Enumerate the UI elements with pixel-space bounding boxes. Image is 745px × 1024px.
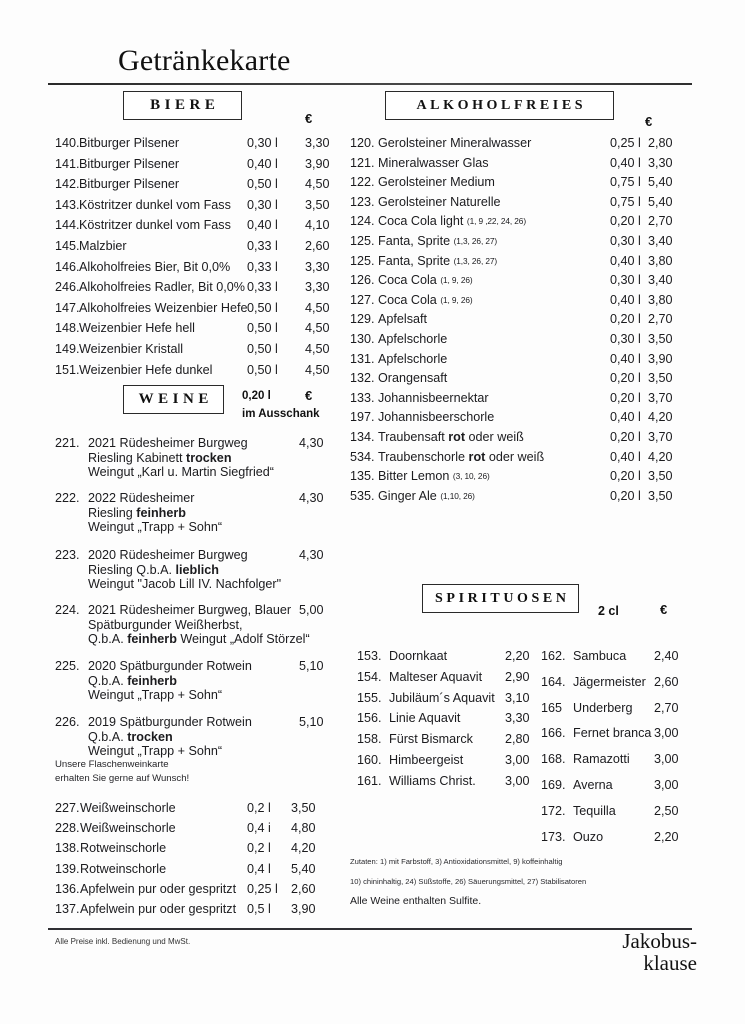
wine-item-number: 224. [55,603,80,617]
spritzer-item-number: 137. [55,902,80,916]
spirit-item-number: 158. [357,732,382,747]
spritzer-item-price: 3,50 [291,801,316,815]
nonalcoholic-item-volume: 0,75 l [610,175,641,190]
nonalcoholic-item-name: Coca Cola (1, 9, 26) [378,273,473,288]
ingredient-reference: (1, 9, 26) [440,275,473,286]
wine-item-line3: Q.b.A. feinherb Weingut „Adolf Störzel“ [88,632,310,647]
spirit-item-price: 2,40 [654,649,679,663]
beer-item-price: 4,50 [305,321,330,336]
beer-item-volume: 0,40 l [247,156,278,171]
spirit-item-name: Malteser Aquavit [389,669,483,684]
nonalcoholic-item-volume: 0,20 l [610,312,641,327]
nonalcoholic-item-volume: 0,75 l [610,194,641,209]
nonalcoholic-item-volume: 0,40 l [610,155,641,170]
spritzer-item-volume: 0,2 l [247,801,271,815]
spirit-item-name: Linie Aquavit [389,711,461,726]
spritzer-item-volume: 0,4 l [247,861,271,876]
wines-serving-header: im Ausschank [242,408,320,420]
nonalcoholic-item-number: 197. [350,410,375,425]
nonalcoholic-item-name: Orangensaft [378,371,448,386]
beer-item-volume: 0,50 l [247,362,278,377]
nonalcoholic-item-number: 535. [350,488,375,503]
nonalcoholic-item-price: 4,20 [648,410,673,425]
beer-item-name: Bitburger Pilsener [79,136,180,150]
spritzer-item-number: 228. [55,821,80,836]
spritzer-item-price: 5,40 [291,861,316,876]
beer-item-name: Weizenbier Hefe hell [79,321,195,336]
spirit-item-price: 3,00 [654,752,679,767]
nonalcoholic-item-name: Fanta, Sprite (1,3, 26, 27) [378,234,498,248]
beer-item-price: 3,50 [305,197,330,212]
nonalcoholic-item-name: Coca Cola (1, 9, 26) [378,292,473,307]
wine-item-price: 5,10 [299,659,324,673]
wine-item-line1: 2020 Rüdesheimer Burgweg [88,548,248,562]
wines-volume-header: 0,20 l [242,390,271,402]
section-header-nonalcoholic [385,91,614,120]
spirit-item-price: 3,30 [505,711,530,726]
wine-item-line3: Weingut "Jacob Lill IV. Nachfolger" [88,577,282,592]
spritzer-item-volume: 0,4 i [247,821,271,836]
beer-item-name: Alkoholfreies Bier, Bit 0,0% [79,259,231,274]
nonalcoholic-item-price: 3,90 [648,351,673,366]
nonalcoholic-item-number: 127. [350,292,375,307]
spritzer-item-volume: 0,25 l [247,881,278,896]
nonalcoholic-item-name: Traubensaft rot oder weiß [378,430,524,444]
wine-item-price: 5,00 [299,603,324,617]
nonalcoholic-item-volume: 0,20 l [610,214,641,229]
wine-item-line2: Q.b.A. feinherb [88,673,177,688]
spirit-item-name: Fürst Bismarck [389,732,473,747]
section-header-beers-label: BIERE [150,97,220,113]
beer-item-volume: 0,30 l [247,136,278,150]
beer-item-volume: 0,50 l [247,321,278,336]
section-header-spirits [422,584,579,613]
wine-item-number: 221. [55,436,80,450]
nonalcoholic-item-price: 3,50 [648,488,673,503]
ingredient-reference: (1,10, 26) [440,490,475,501]
nonalcoholic-item-name: Gerolsteiner Naturelle [378,194,501,209]
beer-item-price: 3,30 [305,280,330,295]
wine-item-line1: 2021 Rüdesheimer Burgweg, Blauer [88,603,292,617]
ingredient-reference: (1, 9 ,22, 24, 26) [466,216,526,227]
spirit-item-number: 156. [357,711,382,726]
beer-item-name: Bitburger Pilsener [79,177,180,192]
title-divider [48,83,692,85]
nonalcoholic-item-price: 4,20 [648,449,673,464]
beer-item-price: 4,50 [305,342,330,356]
spirit-item-number: 155. [357,690,382,705]
beer-item-volume: 0,50 l [247,342,278,356]
wine-item-number: 222. [55,491,80,505]
spritzer-item-name: Weißweinschorle [80,821,176,836]
nonalcoholic-item-number: 125. [350,253,375,268]
nonalcoholic-item-price: 3,50 [648,469,673,484]
restaurant-logo [622,930,697,974]
spirit-item-number: 161. [357,773,382,788]
beer-item-volume: 0,33 l [247,239,278,253]
nonalcoholic-item-volume: 0,20 l [610,430,641,444]
nonalcoholic-euro-header: € [645,114,653,129]
spirit-item-price: 2,90 [505,669,530,684]
wine-item-line2: Riesling Q.b.A. lieblich [88,562,219,577]
spritzer-item-price: 3,90 [291,902,316,916]
spritzer-item-volume: 0,5 l [247,902,271,916]
nonalcoholic-item-volume: 0,40 l [610,449,641,464]
spirit-item-name: Sambuca [573,649,627,663]
nonalcoholic-item-price: 3,80 [648,292,673,307]
nonalcoholic-item-name: Apfelschorle [378,332,448,346]
beer-item-number: 145. [55,239,80,253]
nonalcoholic-item-volume: 0,20 l [610,469,641,484]
spirit-item-price: 2,80 [505,732,530,747]
spirits-measure-header: 2 cl [598,604,619,618]
spirit-item-price: 3,00 [505,753,530,767]
spirit-item-price: 2,60 [654,674,679,689]
wine-item-price: 4,30 [299,548,324,562]
bottle-wine-note [55,758,189,786]
nonalcoholic-item-price: 3,70 [648,430,673,444]
nonalcoholic-item-number: 126. [350,273,375,288]
nonalcoholic-item-price: 3,30 [648,155,673,170]
spirit-item-number: 166. [541,726,566,741]
spirit-item-number: 165 [541,700,563,715]
spirit-item-price: 3,00 [505,773,530,788]
nonalcoholic-item-volume: 0,30 l [610,234,641,248]
spirit-item-price: 3,00 [654,726,679,741]
beer-item-price: 4,50 [305,177,330,192]
beer-item-number: 147. [55,300,80,315]
wine-item-line2: Riesling feinherb [88,505,186,520]
bottle-wine-note-line1: Unsere Flaschenweinkarte [55,759,169,770]
nonalcoholic-item-name: Johannisbeernektar [378,390,489,405]
wine-item-line3: Weingut „Karl u. Martin Siegfried“ [88,465,274,480]
beer-item-number: 149. [55,342,80,356]
spirit-item-name: Himbeergeist [389,753,464,767]
ingredient-footnote-line1: Zutaten: 1) mit Farbstoff, 3) Antioxidationsmittel, 9) koffeinhaltig [350,857,563,866]
nonalcoholic-item-volume: 0,40 l [610,351,641,366]
beer-item-price: 4,50 [305,300,330,315]
spritzer-item-price: 2,60 [291,881,316,896]
spirit-item-name: Ouzo [573,829,604,844]
spirit-item-price: 2,20 [505,649,530,663]
spirit-item-number: 173. [541,829,566,844]
spirits-euro-header: € [660,602,668,617]
beer-item-number: 140. [55,136,80,150]
nonalcoholic-item-price: 2,70 [648,214,673,229]
nonalcoholic-item-price: 3,70 [648,390,673,405]
wine-item-price: 4,30 [299,436,324,450]
nonalcoholic-item-name: Apfelschorle [378,351,448,366]
spirit-item-name: Underberg [573,700,633,715]
spirit-item-name: Jubiläum´s Aquavit [389,690,495,705]
wine-item-line3: Weingut „Trapp + Sohn“ [88,744,223,759]
ingredient-reference: (1, 9, 26) [440,294,473,305]
spritzer-item-name: Apfelwein pur oder gespritzt [80,881,237,896]
nonalcoholic-item-number: 120. [350,136,375,150]
beer-item-price: 4,50 [305,362,330,377]
nonalcoholic-item-name: Bitter Lemon (3, 10, 26) [378,469,490,484]
nonalcoholic-item-number: 125. [350,234,375,248]
spritzer-item-price: 4,80 [291,821,316,836]
nonalcoholic-item-volume: 0,20 l [610,390,641,405]
spirit-item-price: 2,50 [654,803,679,818]
spirit-item-name: Ramazotti [573,752,630,767]
nonalcoholic-item-number: 534. [350,449,375,464]
beer-item-price: 3,90 [305,156,330,171]
nonalcoholic-item-number: 131. [350,351,375,366]
wine-item-number: 225. [55,659,80,673]
nonalcoholic-item-number: 124. [350,214,375,229]
nonalcoholic-item-price: 3,40 [648,273,673,288]
nonalcoholic-item-number: 129. [350,312,375,327]
beer-item-name: Weizenbier Kristall [79,342,184,356]
wine-item-line2: Riesling Kabinett trocken [88,450,232,465]
beer-item-volume: 0,33 l [247,259,278,274]
beer-item-volume: 0,50 l [247,177,278,192]
nonalcoholic-item-name: Gerolsteiner Mineralwasser [378,136,532,150]
nonalcoholic-item-volume: 0,20 l [610,488,641,503]
spritzer-item-number: 139. [55,861,80,876]
spritzer-item-number: 138. [55,841,80,856]
nonalcoholic-item-price: 2,80 [648,136,673,150]
wine-item-number: 226. [55,715,80,729]
footer-divider [48,928,692,930]
spritzer-item-number: 227. [55,801,80,815]
beer-item-name: Malzbier [79,239,127,253]
nonalcoholic-item-volume: 0,25 l [610,136,641,150]
spirit-item-name: Williams Christ. [389,773,476,788]
nonalcoholic-item-volume: 0,40 l [610,253,641,268]
restaurant-logo-line1: Jakobus- [622,929,697,953]
nonalcoholic-item-name: Ginger Ale (1,10, 26) [378,488,475,503]
nonalcoholic-item-price: 5,40 [648,194,673,209]
spirit-item-name: Fernet branca [573,726,652,741]
nonalcoholic-item-number: 132. [350,371,375,386]
spritzer-item-name: Apfelwein pur oder gespritzt [80,902,237,916]
wine-item-price: 5,10 [299,715,324,729]
beer-item-number: 151. [55,362,80,377]
wine-item-line1: 2020 Spätburgunder Rotwein [88,659,252,673]
nonalcoholic-item-number: 122. [350,175,375,190]
ingredient-footnote-line2: 10) chininhaltig, 24) Süßstoffe, 26) Säuerungsmittel, 27) Stabilisatoren [350,877,587,886]
wine-item-line3: Weingut „Trapp + Sohn“ [88,688,223,703]
beer-item-name: Köstritzer dunkel vom Fass [79,197,231,212]
ingredient-reference: (1,3, 26, 27) [453,255,498,266]
ingredient-reference: (1,3, 26, 27) [453,236,498,246]
beer-item-volume: 0,30 l [247,197,278,212]
spirit-item-number: 168. [541,752,566,767]
beer-item-price: 3,30 [305,259,330,274]
nonalcoholic-item-price: 2,70 [648,312,673,327]
price-inclusion-note: Alle Preise inkl. Bedienung und MwSt. [55,937,191,946]
spirit-item-number: 154. [357,669,382,684]
page-title: Getränkekarte [118,44,291,77]
beers-euro-header: € [305,111,313,126]
wine-item-line1: 2019 Spätburgunder Rotwein [88,715,252,729]
nonalcoholic-item-price: 3,50 [648,371,673,386]
spritzer-item-volume: 0,2 l [247,841,271,856]
nonalcoholic-item-number: 133. [350,390,375,405]
nonalcoholic-item-name: Fanta, Sprite (1,3, 26, 27) [378,253,498,268]
wine-item-price: 4,30 [299,491,324,505]
spirit-item-number: 164. [541,674,566,689]
nonalcoholic-item-name: Traubenschorle rot oder weiß [378,449,545,464]
nonalcoholic-item-name: Coca Cola light (1, 9 ,22, 24, 26) [378,214,526,229]
nonalcoholic-item-name: Mineralwasser Glas [378,155,489,170]
nonalcoholic-item-name: Gerolsteiner Medium [378,175,495,190]
wine-item-number: 223. [55,548,80,562]
beer-item-name: Köstritzer dunkel vom Fass [79,218,231,233]
nonalcoholic-item-name: Johannisbeerschorle [378,410,495,425]
beer-item-number: 143. [55,197,80,212]
spirit-item-number: 169. [541,778,566,792]
beer-item-price: 4,10 [305,218,330,233]
nonalcoholic-item-volume: 0,40 l [610,410,641,425]
spirit-item-price: 3,00 [654,778,679,792]
spirit-item-name: Tequilla [573,803,616,818]
wine-item-line2: Q.b.A. trocken [88,729,173,744]
wine-item-line2: Spätburgunder Weißherbst, [88,617,243,632]
nonalcoholic-item-number: 130. [350,332,375,346]
restaurant-logo-line2: klause [643,951,697,975]
nonalcoholic-item-price: 3,80 [648,253,673,268]
wines-euro-header: € [305,388,313,403]
nonalcoholic-item-volume: 0,40 l [610,292,641,307]
wine-item-line1: 2021 Rüdesheimer Burgweg [88,436,248,450]
spirit-item-name: Averna [573,778,613,792]
beer-item-name: Weizenbier Hefe dunkel [79,362,213,377]
spirit-item-name: Jägermeister [573,674,646,689]
spirit-item-price: 2,70 [654,700,679,715]
wine-item-line1: 2022 Rüdesheimer [88,491,195,505]
nonalcoholic-item-volume: 0,30 l [610,332,641,346]
beer-item-number: 148. [55,321,80,336]
beer-item-name: Alkoholfreies Weizenbier Hefe [79,300,248,315]
nonalcoholic-item-volume: 0,30 l [610,273,641,288]
section-header-spirits-label: SPIRITUOSEN [435,590,570,606]
spirit-item-number: 153. [357,649,382,663]
nonalcoholic-item-number: 135. [350,469,375,484]
nonalcoholic-item-number: 134. [350,430,375,444]
beer-item-volume: 0,33 l [247,280,278,295]
spritzer-item-number: 136. [55,881,80,896]
nonalcoholic-item-number: 123. [350,194,375,209]
nonalcoholic-item-volume: 0,20 l [610,371,641,386]
spirit-item-number: 162. [541,649,566,663]
beer-item-volume: 0,50 l [247,300,278,315]
spritzer-item-name: Rotweinschorle [80,841,167,856]
section-header-wines-label: WEINE [138,391,213,407]
beer-item-name: Alkoholfreies Radler, Bit 0,0% [79,280,245,295]
sulfite-notice: Alle Weine enthalten Sulfite. [350,895,482,907]
spritzer-item-name: Weißweinschorle [80,801,176,815]
beer-item-number: 246. [55,280,80,295]
beer-item-number: 146. [55,259,80,274]
nonalcoholic-item-name: Apfelsaft [378,312,428,327]
beer-item-number: 144. [55,218,80,233]
beer-item-volume: 0,40 l [247,218,278,233]
spirit-item-name: Doornkaat [389,649,448,663]
beer-item-price: 3,30 [305,136,330,150]
section-header-nonalcoholic-label: ALKOHOLFREIES [416,97,587,113]
nonalcoholic-item-price: 3,50 [648,332,673,346]
beer-item-number: 141. [55,156,80,171]
spirit-item-price: 3,10 [505,690,530,705]
spirit-item-number: 172. [541,803,566,818]
nonalcoholic-item-number: 121. [350,155,375,170]
spritzer-item-price: 4,20 [291,841,316,856]
nonalcoholic-item-price: 3,40 [648,234,673,248]
beer-item-number: 142. [55,177,80,192]
bottle-wine-note-line2: erhalten Sie gerne auf Wunsch! [55,773,190,784]
spritzer-item-name: Rotweinschorle [80,861,167,876]
beer-item-price: 2,60 [305,239,330,253]
ingredient-reference: (3, 10, 26) [452,471,490,482]
spirit-item-price: 2,20 [654,829,679,844]
section-header-wines [123,385,224,414]
nonalcoholic-item-price: 5,40 [648,175,673,190]
wine-item-line3: Weingut „Trapp + Sohn“ [88,520,223,535]
spirit-item-number: 160. [357,753,382,767]
beer-item-name: Bitburger Pilsener [79,156,180,171]
section-header-beers [123,91,242,120]
